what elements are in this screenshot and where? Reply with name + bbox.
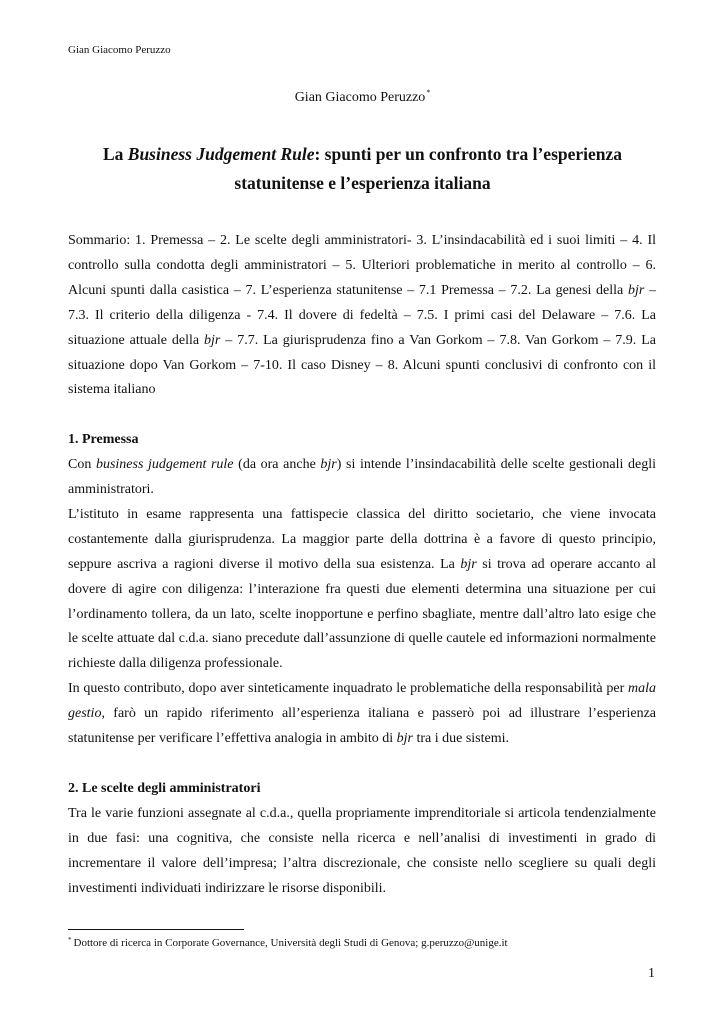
s1p3-c: tra i due sistemi. [412,731,510,747]
summary-text-b: – 7.3. Il criterio della diligenza - 7.4. Il dovere di fedeltà – 7.5. I primi casi del Delaware – 7.6. La situazione attuale della [68,282,657,348]
footnote-separator [68,929,244,930]
author-name: Gian Giacomo Peruzzo [294,90,426,105]
title-italic: Business Judgement Rule [127,144,315,164]
s1p3-b: , farò un rapido riferimento all’esperienza italiana e passerò poi ad illustrare l’esperienza statunitense per verificare l’effettiva analogia in ambito di [68,706,656,747]
s1p1-c: ) si intende l’insindacabilità delle scelte gestionali degli amministratori. [68,457,656,498]
footnote-text: Dottore di ricerca in Corporate Governance, Università degli Studi di Genova; g.peruzzo@unige.it [73,937,508,949]
summary-italic-a: bjr [627,282,645,298]
section-1-heading: 1. Premessa [68,432,139,448]
document-title [68,140,657,198]
section-2-heading: 2. Le scelte degli amministratori [68,780,261,796]
page-number: 1 [648,966,655,981]
s1p3-a: In questo contributo, dopo aver sinteticamente inquadrato le problematiche della responsabilità per [68,681,628,697]
section-1-paragraph-3 [68,677,656,752]
s1p1-i2: bjr [320,457,337,473]
footnote [68,936,508,949]
author-line [0,88,725,106]
s1p1-a: Con [68,457,96,473]
body-text [68,229,656,901]
summary-italic-b: bjr [204,332,221,348]
s1p3-i1: mala gestio [68,681,656,722]
section-1-paragraph-1 [68,453,656,503]
author-footnote-marker: * [426,88,431,97]
s1p1-b: (da ora anche [233,457,321,473]
summary-paragraph [68,229,656,403]
s1p2-b: si trova ad operare accanto al dovere di agire con diligenza: l’interazione fra questi due elementi determina una situazione per cui l’ordinamento tollera, da un lato, scelte inopportune e perfino sbagliate, mentre dall’altro lato esige che le scelte attuate dal c.d.a. siano precedute dall’assunzione di quelle cautele ed informazioni normalmente richieste dalla diligenza professionale. [68,556,656,672]
s1p1-i1: business judgement rule [95,457,234,473]
title-prefix: La [102,144,128,164]
spacer [68,752,656,777]
s1p2-i1: bjr [460,556,477,572]
s1p2-a: L’istituto in esame rappresenta una fattispecie classica del diritto societario, che viene invocata costantemente dalla giurisprudenza. La maggior parte della dottrina è a favore di questo principio, seppure ascriva a ragioni diverse il motivo della sua esistenza. La [68,506,656,572]
summary-text-a: Sommario: 1. Premessa – 2. Le scelte degli amministratori- 3. L’insindacabilità ed i suoi limiti – 4. Il controllo sulla condotta degli amministratori – 5. Ulteriori problematiche in merito al controllo – 6. Alcuni spunti dalla casistica – 7. L’esperienza statunitense – 7.1 Premessa – 7.2. La genesi della [68,233,656,298]
title-rest: : spunti per un confronto tra l’esperienza [314,144,623,164]
running-header: Gian Giacomo Peruzzo [68,44,171,56]
section-2-paragraph-1: Tra le varie funzioni assegnate al c.d.a., quella propriamente imprenditoriale si articola tendenzialmente in due fasi: una cognitiva, che consiste nella ricerca e nell’analisi di investimenti in grado di incrementare il valore dell’impresa; l’altra discrezionale, che consiste nello scegliere su quali degli investimenti individuati indirizzare le risorse disponibili. [68,805,656,896]
spacer [68,403,656,428]
section-1-paragraph-2 [68,503,656,677]
title-line-1 [68,140,657,169]
summary-text-c: – 7.7. La giurisprudenza fino a Van Gorkom – 7.8. Van Gorkom – 7.9. La situazione dopo Van Gorkom – 7-10. Il caso Disney – 8. Alcuni spunti conclusivi di confronto con il sistema italiano [68,332,656,398]
title-line-2: statunitense e l’esperienza italiana [234,173,491,193]
s1p3-i2: bjr [396,731,413,747]
footnote-marker: * [68,936,72,944]
